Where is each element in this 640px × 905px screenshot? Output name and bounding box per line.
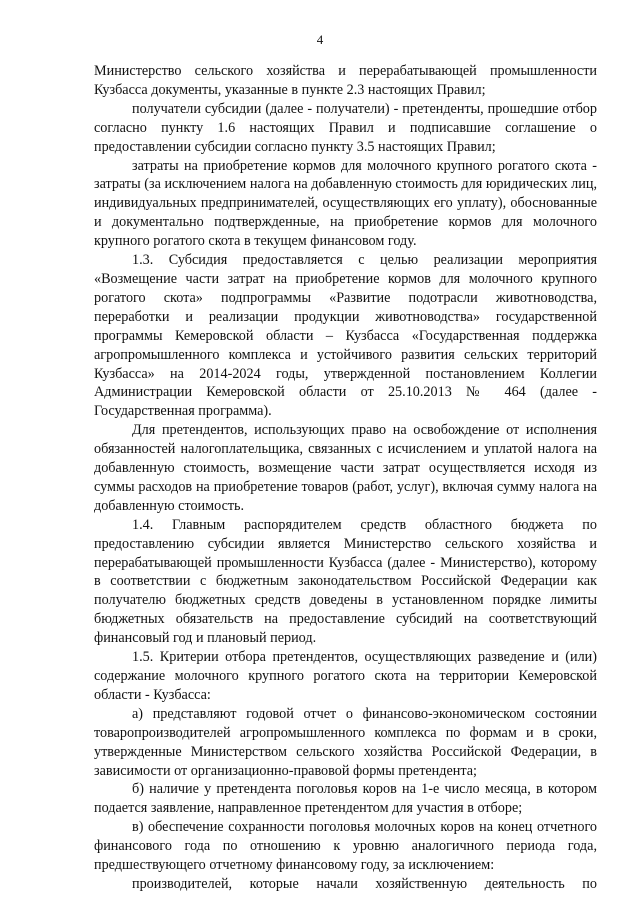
paragraph-subsidy-recipients: получатели субсидии (далее - получатели) - претенденты, прошедшие отбор согласно пункту 1.6 настоящих Правил и подписавшие соглашение о предоставлении субсидии согласно пункту 3.5 настоящих Правил; xyxy=(94,100,597,155)
document-body xyxy=(94,62,597,894)
list-item-v: в) обеспечение сохранности поголовья молочных коров на конец отчетного финансового года по отношению к уровню аналогичного периода года, предшествующего отчетному финансовому году, за исключением: xyxy=(94,819,597,874)
paragraph-section-1-4: 1.4. Главным распорядителем средств областного бюджета по предоставлению субсидии является Министерство сельского хозяйства и перерабатывающей промышленности Кузбасса (далее - Министерство), которому в соответствии с бюджетным законодательством Российской Федерации как получателю бюджетных средств доведены в установленном порядке лимиты бюджетных обязательств на предоставление субсидий на соответствующий финансовый год и плановый период. xyxy=(94,516,597,647)
paragraph-vat-exemption: Для претендентов, использующих право на освобождение от исполнения обязанностей налогоплательщика, связанных с исчислением и уплатой налога на добавленную стоимость, возмещение части затрат осуществляется исходя из суммы расходов на приобретение товаров (работ, услуг), включая сумму налога на добавленную стоимость. xyxy=(94,422,597,514)
page-number: 4 xyxy=(316,32,324,47)
list-item-a: а) представляют годовой отчет о финансово-экономическом состоянии товаропроизводителей агропромышленного комплекса по формам и в сроки, утвержденные Министерством сельского хозяйства Российской Федерации, в зависимости от организационно-правовой формы претендента; xyxy=(94,705,597,779)
paragraph-ministry-documents: Министерство сельского хозяйства и перерабатывающей промышленности Кузбасса документы, указанные в пункте 2.3 настоящих Правил; xyxy=(94,63,597,98)
paragraph-producers: производителей, которые начали хозяйственную деятельность по xyxy=(132,875,597,892)
paragraph-section-1-3: 1.3. Субсидия предоставляется с целью реализации мероприятия «Возмещение части затрат на приобретение кормов для молочного крупного рогатого скота» подпрограммы «Развитие подотрасли животноводства, переработки и реализации продукции животноводства» государственной программы Кемеровской области – Кузбасса «Государственная поддержка агропромышленного комплекса и устойчивого развития сельских территорий Кузбасса» на 2014-2024 годы, утвержденной постановлением Коллегии Администрации Кемеровской области от 25.10.2013 № 464 (далее - Государственная программа). xyxy=(94,252,597,420)
paragraph-feed-costs: затраты на приобретение кормов для молочного крупного рогатого скота - затраты (за исключением налога на добавленную стоимость для юридических лиц, индивидуальных предпринимателей, осуществляющих его уплату), обоснованные и документально подтвержденные, на приобретение кормов для молочного крупного рогатого скота в текущем финансовом году. xyxy=(94,157,597,250)
paragraph-section-1-5: 1.5. Критерии отбора претендентов, осуществляющих разведение и (или) содержание молочного крупного рогатого скота на территории Кемеровской области - Кузбасса: xyxy=(94,649,597,703)
list-item-b: б) наличие у претендента поголовья коров на 1-е число месяца, в котором подается заявление, направленное претендентом для участия в отборе; xyxy=(94,781,597,817)
